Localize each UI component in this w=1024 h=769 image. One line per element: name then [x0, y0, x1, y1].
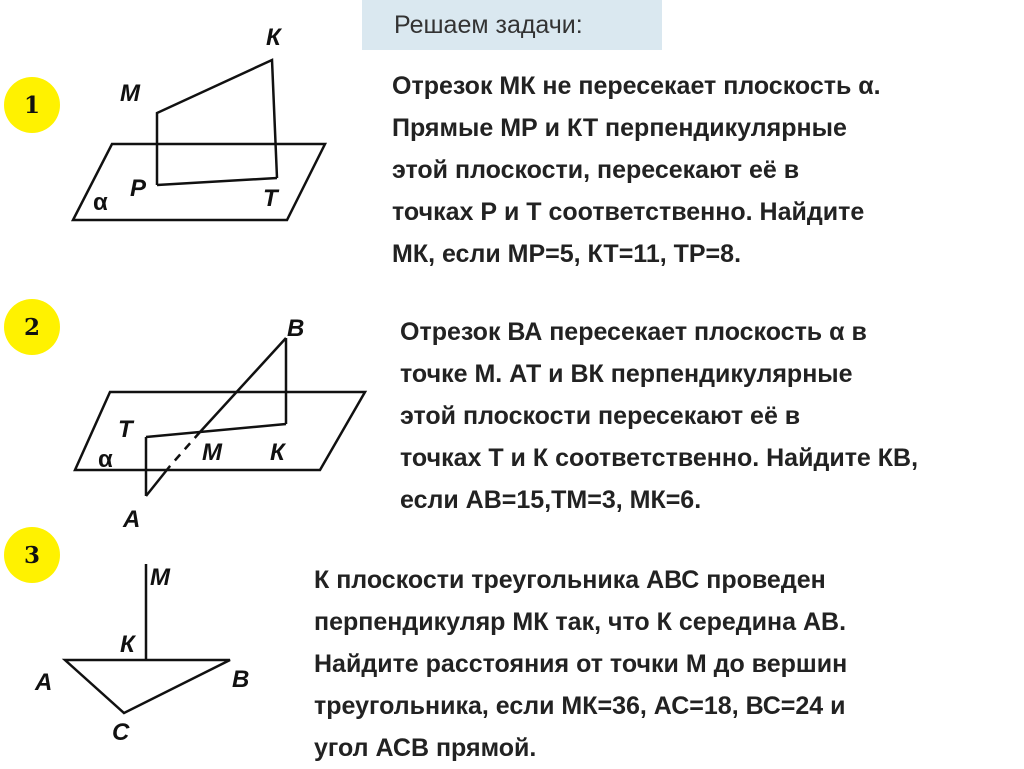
problem-1-line: Отрезок МК не пересекает плоскость α. [392, 72, 881, 100]
label-k-2: К [270, 439, 285, 466]
problem-3-number: 3 [23, 541, 40, 569]
problem-2-line: точке М. АТ и ВК перпендикулярные [400, 360, 853, 388]
label-m-1: М [120, 80, 140, 107]
diagram-1 [73, 60, 325, 220]
problem-2-line: Отрезок ВА пересекает плоскость α в [400, 318, 867, 346]
problem-1-line: этой плоскости, пересекают её в [392, 156, 800, 184]
problem-3-line: перпендикуляр МК так, что К середина АВ. [314, 608, 847, 636]
problem-2-text [400, 311, 918, 521]
segment-mk-1 [157, 60, 277, 185]
label-k-3: К [120, 631, 135, 658]
label-b-2: В [287, 315, 305, 342]
problem-3-line: Найдите расстояния от точки М до вершин [314, 650, 848, 678]
label-t-1: Т [263, 185, 278, 212]
label-alpha-1: α [93, 189, 108, 216]
label-t-2: Т [118, 416, 133, 443]
problem-1-number: 1 [23, 91, 40, 119]
label-p-1: Р [130, 175, 147, 202]
segment-ba-hidden [170, 432, 200, 466]
problem-2-number: 2 [23, 313, 40, 341]
label-k-1: К [266, 24, 281, 51]
triangle-abc [65, 660, 230, 713]
label-c-3: С [112, 719, 130, 746]
problem-2-line: если АВ=15,ТМ=3, МК=6. [400, 486, 702, 514]
segment-ba-upper [200, 338, 286, 432]
label-alpha-2: α [98, 446, 113, 473]
problem-1-line: Прямые МР и КТ перпендикулярные [392, 114, 847, 142]
problem-3-line: К плоскости треугольника АВС проведен [314, 566, 826, 594]
problem-3-text [314, 559, 847, 769]
label-a-2: А [123, 506, 141, 533]
problem-1-line: МК, если МР=5, КТ=11, ТР=8. [392, 240, 742, 268]
label-m-3: М [150, 564, 170, 591]
diagram-3 [65, 564, 230, 713]
problem-1-line: точках Р и Т соответственно. Найдите [392, 198, 865, 226]
segment-pt-1 [157, 178, 277, 185]
segment-tk [146, 424, 286, 437]
label-a-3: А [35, 669, 53, 696]
label-b-3: В [232, 666, 250, 693]
slide-title-text: Решаем задачи: [394, 10, 583, 39]
problem-3-line: угол АСВ прямой. [314, 734, 537, 762]
problem-3-line: треугольника, если МК=36, АС=18, ВС=24 и [314, 692, 846, 720]
problem-1-text [392, 65, 881, 275]
label-m-2: М [202, 439, 222, 466]
problem-2-line: точках Т и К соответственно. Найдите КВ, [400, 444, 919, 472]
problem-2-line: этой плоскости пересекают её в [400, 402, 801, 430]
